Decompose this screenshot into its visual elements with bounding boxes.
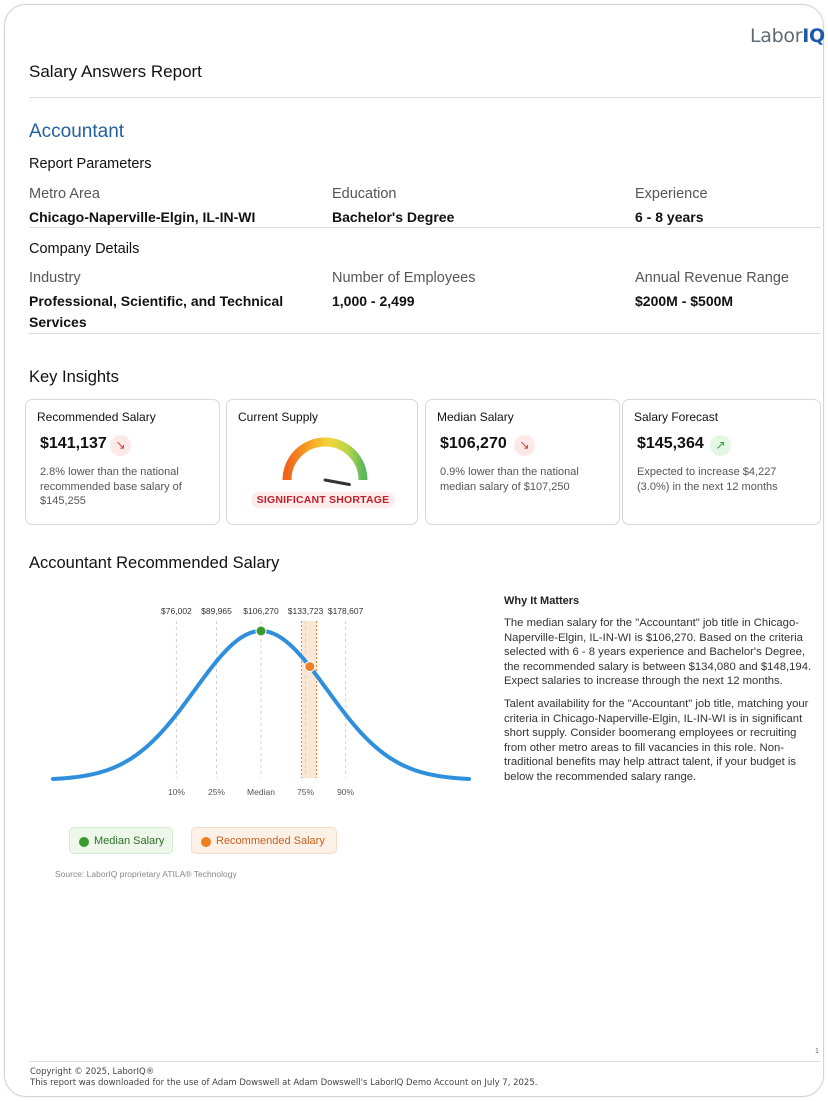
- salary-forecast-card: [622, 399, 821, 525]
- recommended-salary-value: $141,137: [40, 435, 107, 452]
- report-page: [4, 4, 824, 1097]
- industry-value: Professional, Scientific, and Technical Services: [29, 293, 284, 330]
- card-title: Current Supply: [238, 410, 319, 424]
- legend-dot-recommended: [201, 837, 211, 847]
- current-supply-card: [226, 399, 418, 525]
- divider: [29, 227, 821, 228]
- card-title: Recommended Salary: [37, 410, 156, 424]
- supply-gauge: [277, 434, 373, 486]
- percentile-tick-label: 10%: [167, 787, 185, 797]
- trend-down-icon: ↘: [110, 435, 131, 456]
- page-number: 1: [815, 1048, 819, 1055]
- why-paragraph-1: The median salary for the "Accountant" job title in Chicago-Naperville-Elgin, IL-IN-WI is $106,270. Based on the criteria selected with 6 - 8 years experience and Bachelor's Degree, the recommended salary is between $134,080 and $148,194. Expect salaries to increase through the next 12 months.: [504, 617, 812, 688]
- percentile-tick-label: 75%: [297, 787, 315, 797]
- why-it-matters: [504, 595, 822, 793]
- param-employees: [332, 270, 612, 312]
- legend-dot-median: [79, 837, 89, 847]
- education-value: Bachelor's Degree: [332, 209, 455, 225]
- percentile-tick-label: 25%: [207, 787, 225, 797]
- source-note: Source: LaborIQ proprietary ATILA® Technology: [55, 869, 237, 879]
- education-label: Education: [332, 186, 397, 202]
- legend-label: Median Salary: [94, 835, 165, 847]
- key-insights-title: Key Insights: [29, 368, 119, 386]
- salary-forecast-value: $145,364: [637, 435, 704, 452]
- percentile-tick-label: 90%: [337, 787, 355, 797]
- experience-label: Experience: [635, 186, 708, 202]
- footer-divider: [29, 1061, 821, 1062]
- median-salary-marker: [256, 626, 266, 636]
- card-title: Salary Forecast: [634, 410, 719, 424]
- copyright: Copyright © 2025, LaborIQ®: [30, 1067, 155, 1077]
- supply-status-badge: SIGNIFICANT SHORTAGE: [251, 492, 395, 508]
- recommended-range-band: [301, 621, 316, 778]
- recommended-salary-marker: [305, 662, 315, 672]
- salary-forecast-desc: Expected to increase $4,227 (3.0%) in the next 12 months: [637, 466, 778, 493]
- divider: [29, 333, 821, 334]
- divider: [29, 97, 821, 98]
- trend-down-icon: ↘: [514, 435, 535, 456]
- card-title: Median Salary: [437, 410, 514, 424]
- why-paragraph-2: Talent availability for the "Accountant" job title, matching your criteria in Chicago-Naperville-Elgin, IL-IN-WI is in significant short supply. Consider boomerang employees or recruiting from other metro areas to fill vacancies in this role. Non-traditional benefits may help attract talent, if your budget is below the recommended salary range.: [504, 697, 809, 783]
- revenue-label: Annual Revenue Range: [635, 270, 789, 286]
- employees-value: 1,000 - 2,499: [332, 293, 415, 309]
- salary-tick-label: $133,723: [287, 606, 324, 616]
- median-salary-card: [425, 399, 620, 525]
- param-education: [332, 186, 612, 228]
- metro-area-value: Chicago-Naperville-Elgin, IL-IN-WI: [29, 209, 256, 225]
- experience-value: 6 - 8 years: [635, 209, 704, 225]
- metro-area-label: Metro Area: [29, 186, 100, 202]
- report-title: Salary Answers Report: [29, 62, 202, 81]
- param-industry: [29, 270, 314, 333]
- param-metro-area: [29, 186, 319, 228]
- employees-label: Number of Employees: [332, 270, 476, 286]
- median-salary-desc: 0.9% lower than the national median salary of $107,250: [440, 466, 579, 493]
- report-parameters-label: Report Parameters: [29, 156, 152, 172]
- param-experience: [635, 186, 815, 228]
- salary-tick-label: $106,270: [243, 606, 279, 616]
- salary-tick-label: $76,002: [161, 606, 192, 616]
- param-revenue: [635, 270, 815, 312]
- recommended-salary-desc: 2.8% lower than the national recommended base salary of $145,255: [40, 466, 182, 507]
- footer: [30, 1067, 537, 1089]
- recommended-salary-card: [25, 399, 220, 525]
- percentile-tick-label: Median: [247, 787, 275, 797]
- trend-up-icon: ↗: [710, 435, 731, 456]
- chart-title: Accountant Recommended Salary: [29, 554, 280, 572]
- why-title: Why It Matters: [504, 595, 580, 607]
- salary-tick-label: $178,607: [327, 606, 364, 616]
- salary-distribution-chart: [45, 595, 485, 805]
- download-note: This report was downloaded for the use of Adam Dowswell at Adam Dowswell's LaborIQ Demo Account on July 7, 2025.: [30, 1078, 538, 1088]
- legend-median-salary: [69, 827, 173, 854]
- legend-recommended-salary: [191, 827, 337, 854]
- company-details-label: Company Details: [29, 241, 140, 257]
- salary-tick-label: $89,965: [201, 606, 232, 616]
- legend-label: Recommended Salary: [216, 835, 325, 847]
- job-title: Accountant: [29, 121, 125, 142]
- industry-label: Industry: [29, 270, 81, 286]
- revenue-value: $200M - $500M: [635, 293, 734, 309]
- median-salary-value: $106,270: [440, 435, 507, 452]
- laboriq-logo: LaborIQ: [750, 25, 825, 47]
